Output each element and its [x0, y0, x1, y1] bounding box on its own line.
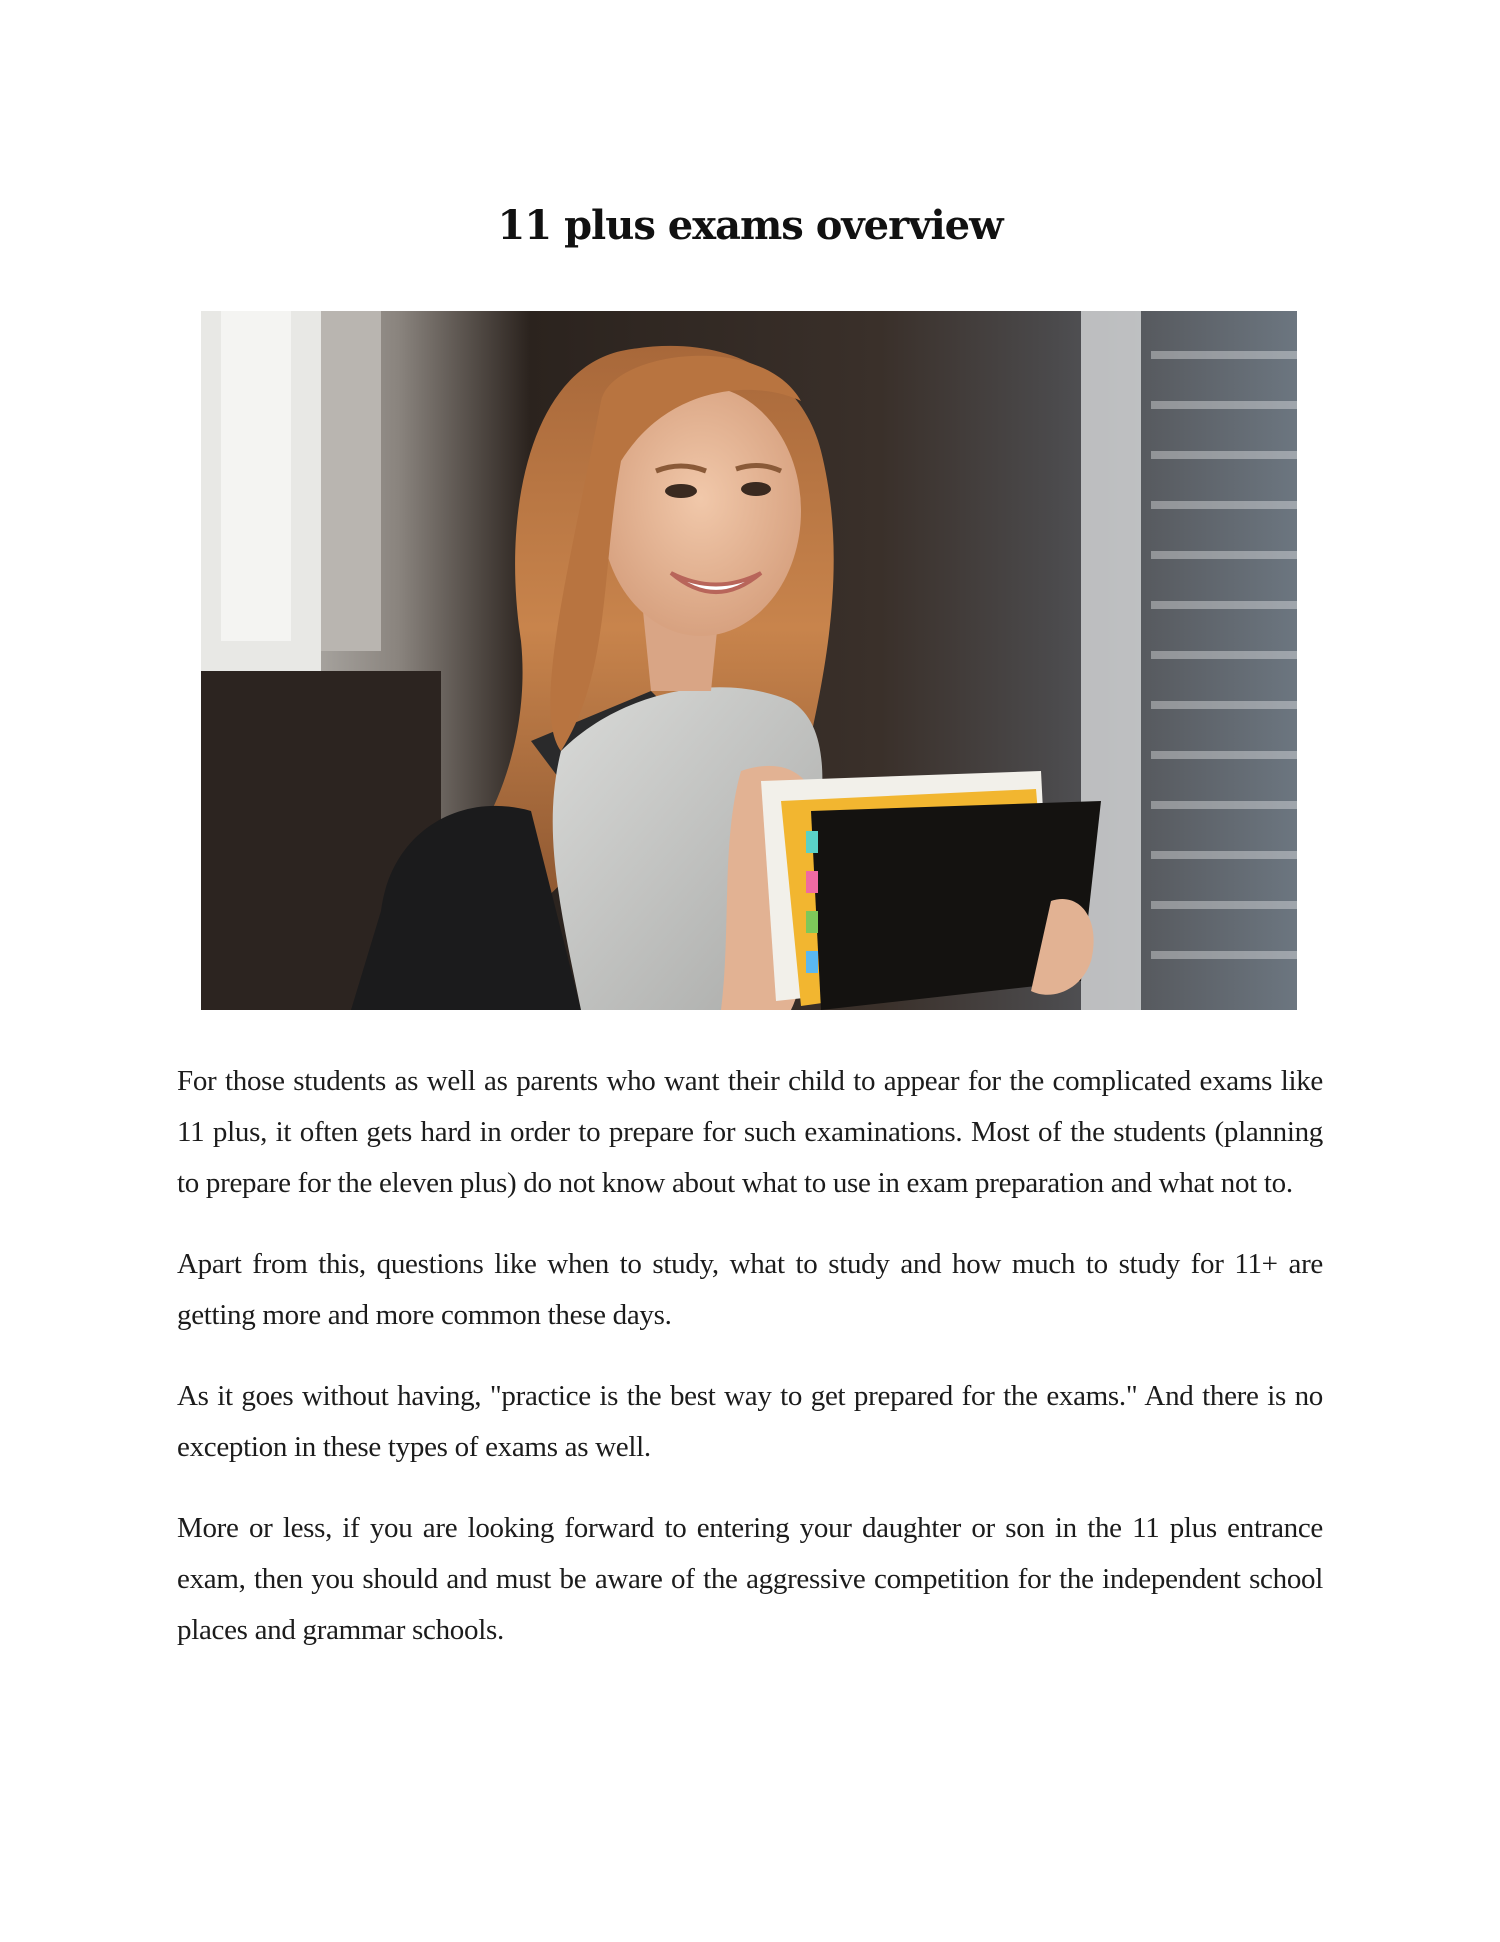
- article-body: [177, 1056, 1323, 1686]
- page-title: 11 plus exams overview: [497, 202, 1003, 249]
- student-photo-illustration: [201, 311, 1297, 1010]
- paragraph-1: For those students as well as parents who want their child to appear for the complicated exams like 11 plus, it often gets hard in order to prepare for such examinations. Most of the students (planning to prepare for the eleven plus) do not know about what to use in exam preparation and what not to.: [177, 1065, 1323, 1199]
- paragraph-4: More or less, if you are looking forward to entering your daughter or son in the 11 plus entrance exam, then you should and must be aware of the aggressive competition for the independent school places and grammar schools.: [177, 1512, 1323, 1646]
- paragraph-3: As it goes without having, "practice is the best way to get prepared for the exams." And there is no exception in these types of exams as well.: [177, 1380, 1323, 1463]
- student-photo: [201, 311, 1297, 1010]
- paragraph-2: Apart from this, questions like when to study, what to study and how much to study for 11+ are getting more and more common these days.: [177, 1248, 1323, 1331]
